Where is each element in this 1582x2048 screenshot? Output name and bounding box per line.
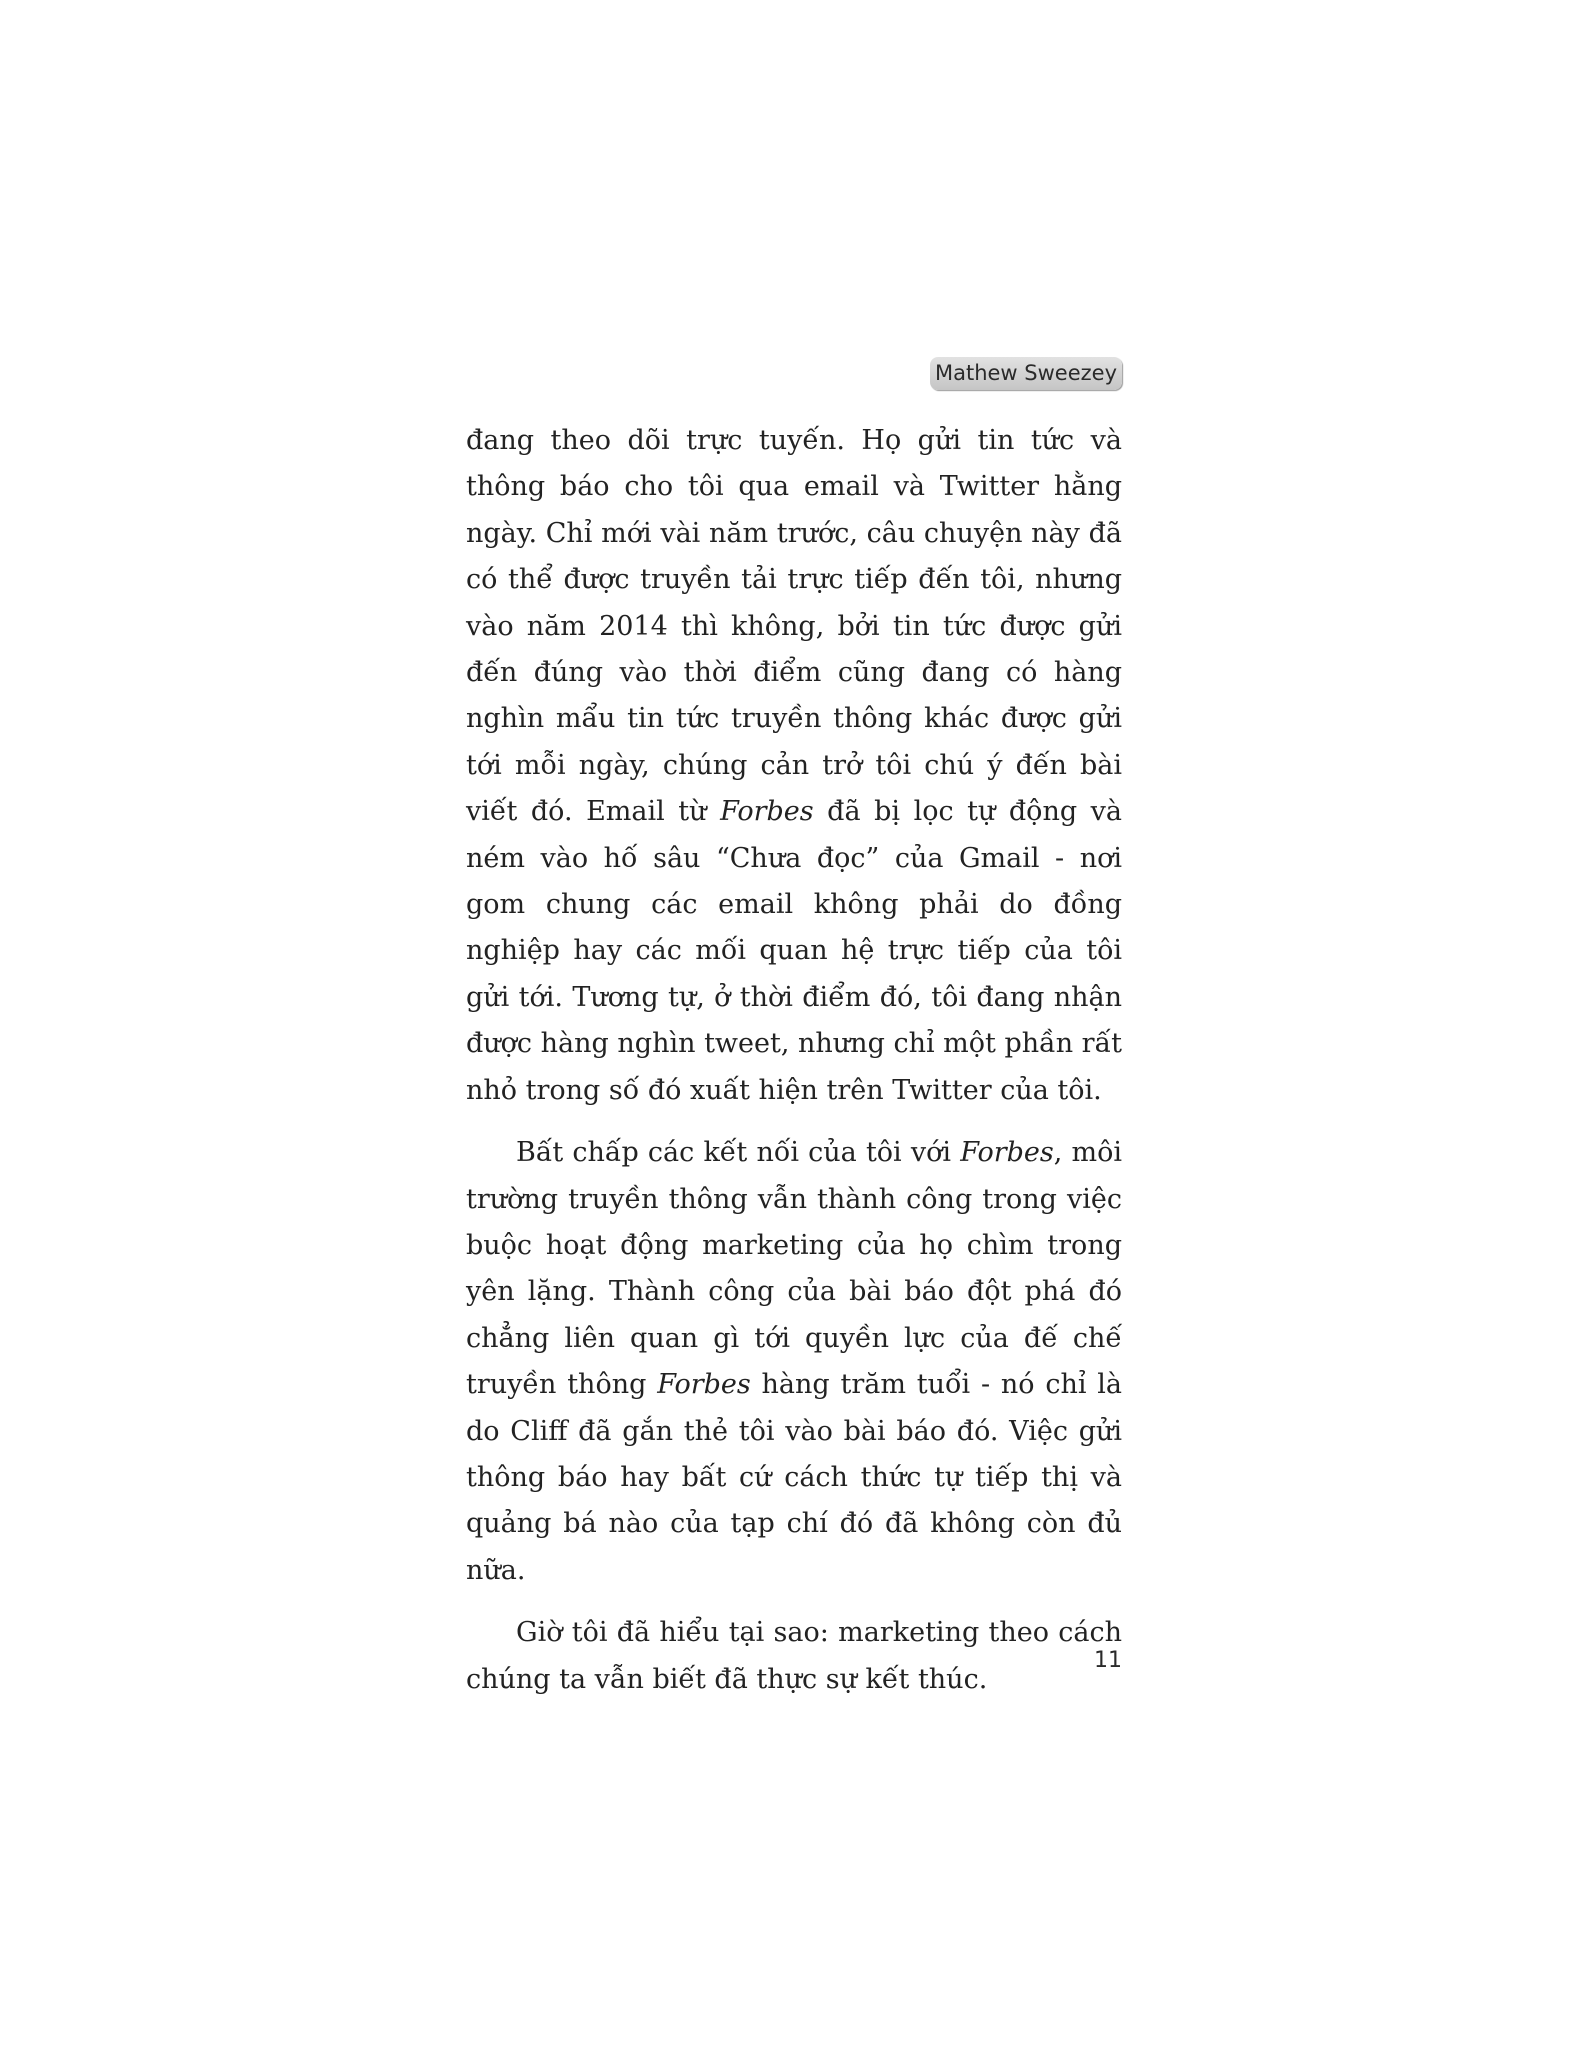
paragraph-2-text-end: hàng trăm tuổi - nó chỉ là do Cliff đã gắn thẻ tôi vào bài báo đó. Việc gửi thông báo hay bất cứ cách thức tự tiếp thị và quảng bá nào của tạp chí đó đã không còn đủ nữa.: [466, 1369, 1123, 1586]
paragraph-2-title-forbes-2: Forbes: [657, 1369, 751, 1401]
paragraph-2: [466, 1130, 1122, 1594]
paragraph-1-text-cont: đã bị lọc tự động và ném vào hố sâu “Chưa đọc” của Gmail - nơi gom chung các email không phải do đồng nghiệp hay các mối quan hệ trực tiếp của tôi gửi tới. Tương tự, ở thời điểm đó, tôi đang nhận được hàng nghìn tweet, nhưng chỉ một phần rất nhỏ trong số đó xuất hiện trên Twitter của tôi.: [466, 796, 1123, 1106]
paragraph-1-title-forbes: Forbes: [720, 796, 814, 828]
running-head-author: Mathew Sweezey: [930, 357, 1122, 390]
page-number: 11: [1094, 1648, 1122, 1673]
body-text: [466, 418, 1122, 1703]
paragraph-2-text-cont: , môi trường truyền thông vẫn thành công trong việc buộc hoạt động marketing của họ chìm trong yên lặng. Thành công của bài báo đột phá đó chẳng liên quan gì tới quyền lực của đế chế truyền thông: [466, 1137, 1122, 1401]
paragraph-3: [466, 1610, 1122, 1703]
paragraph-2-text: Bất chấp các kết nối của tôi với: [516, 1137, 961, 1169]
paragraph-2-title-forbes: Forbes: [960, 1137, 1054, 1169]
paragraph-1: [466, 418, 1122, 1114]
paragraph-1-text: đang theo dõi trực tuyến. Họ gửi tin tức và thông báo cho tôi qua email và Twitter hằng ngày. Chỉ mới vài năm trước, câu chuyện này đã có thể được truyền tải trực tiếp đến tôi, nhưng vào năm 2014 thì không, bởi tin tức được gửi đến đúng vào thời điểm cũng đang có hàng nghìn mẩu tin tức truyền thông khác được gửi tới mỗi ngày, chúng cản trở tôi chú ý đến bài viết đó. Email từ: [466, 425, 1122, 828]
paragraph-3-text: Giờ tôi đã hiểu tại sao: marketing theo cách chúng ta vẫn biết đã thực sự kết thúc.: [466, 1617, 1122, 1695]
